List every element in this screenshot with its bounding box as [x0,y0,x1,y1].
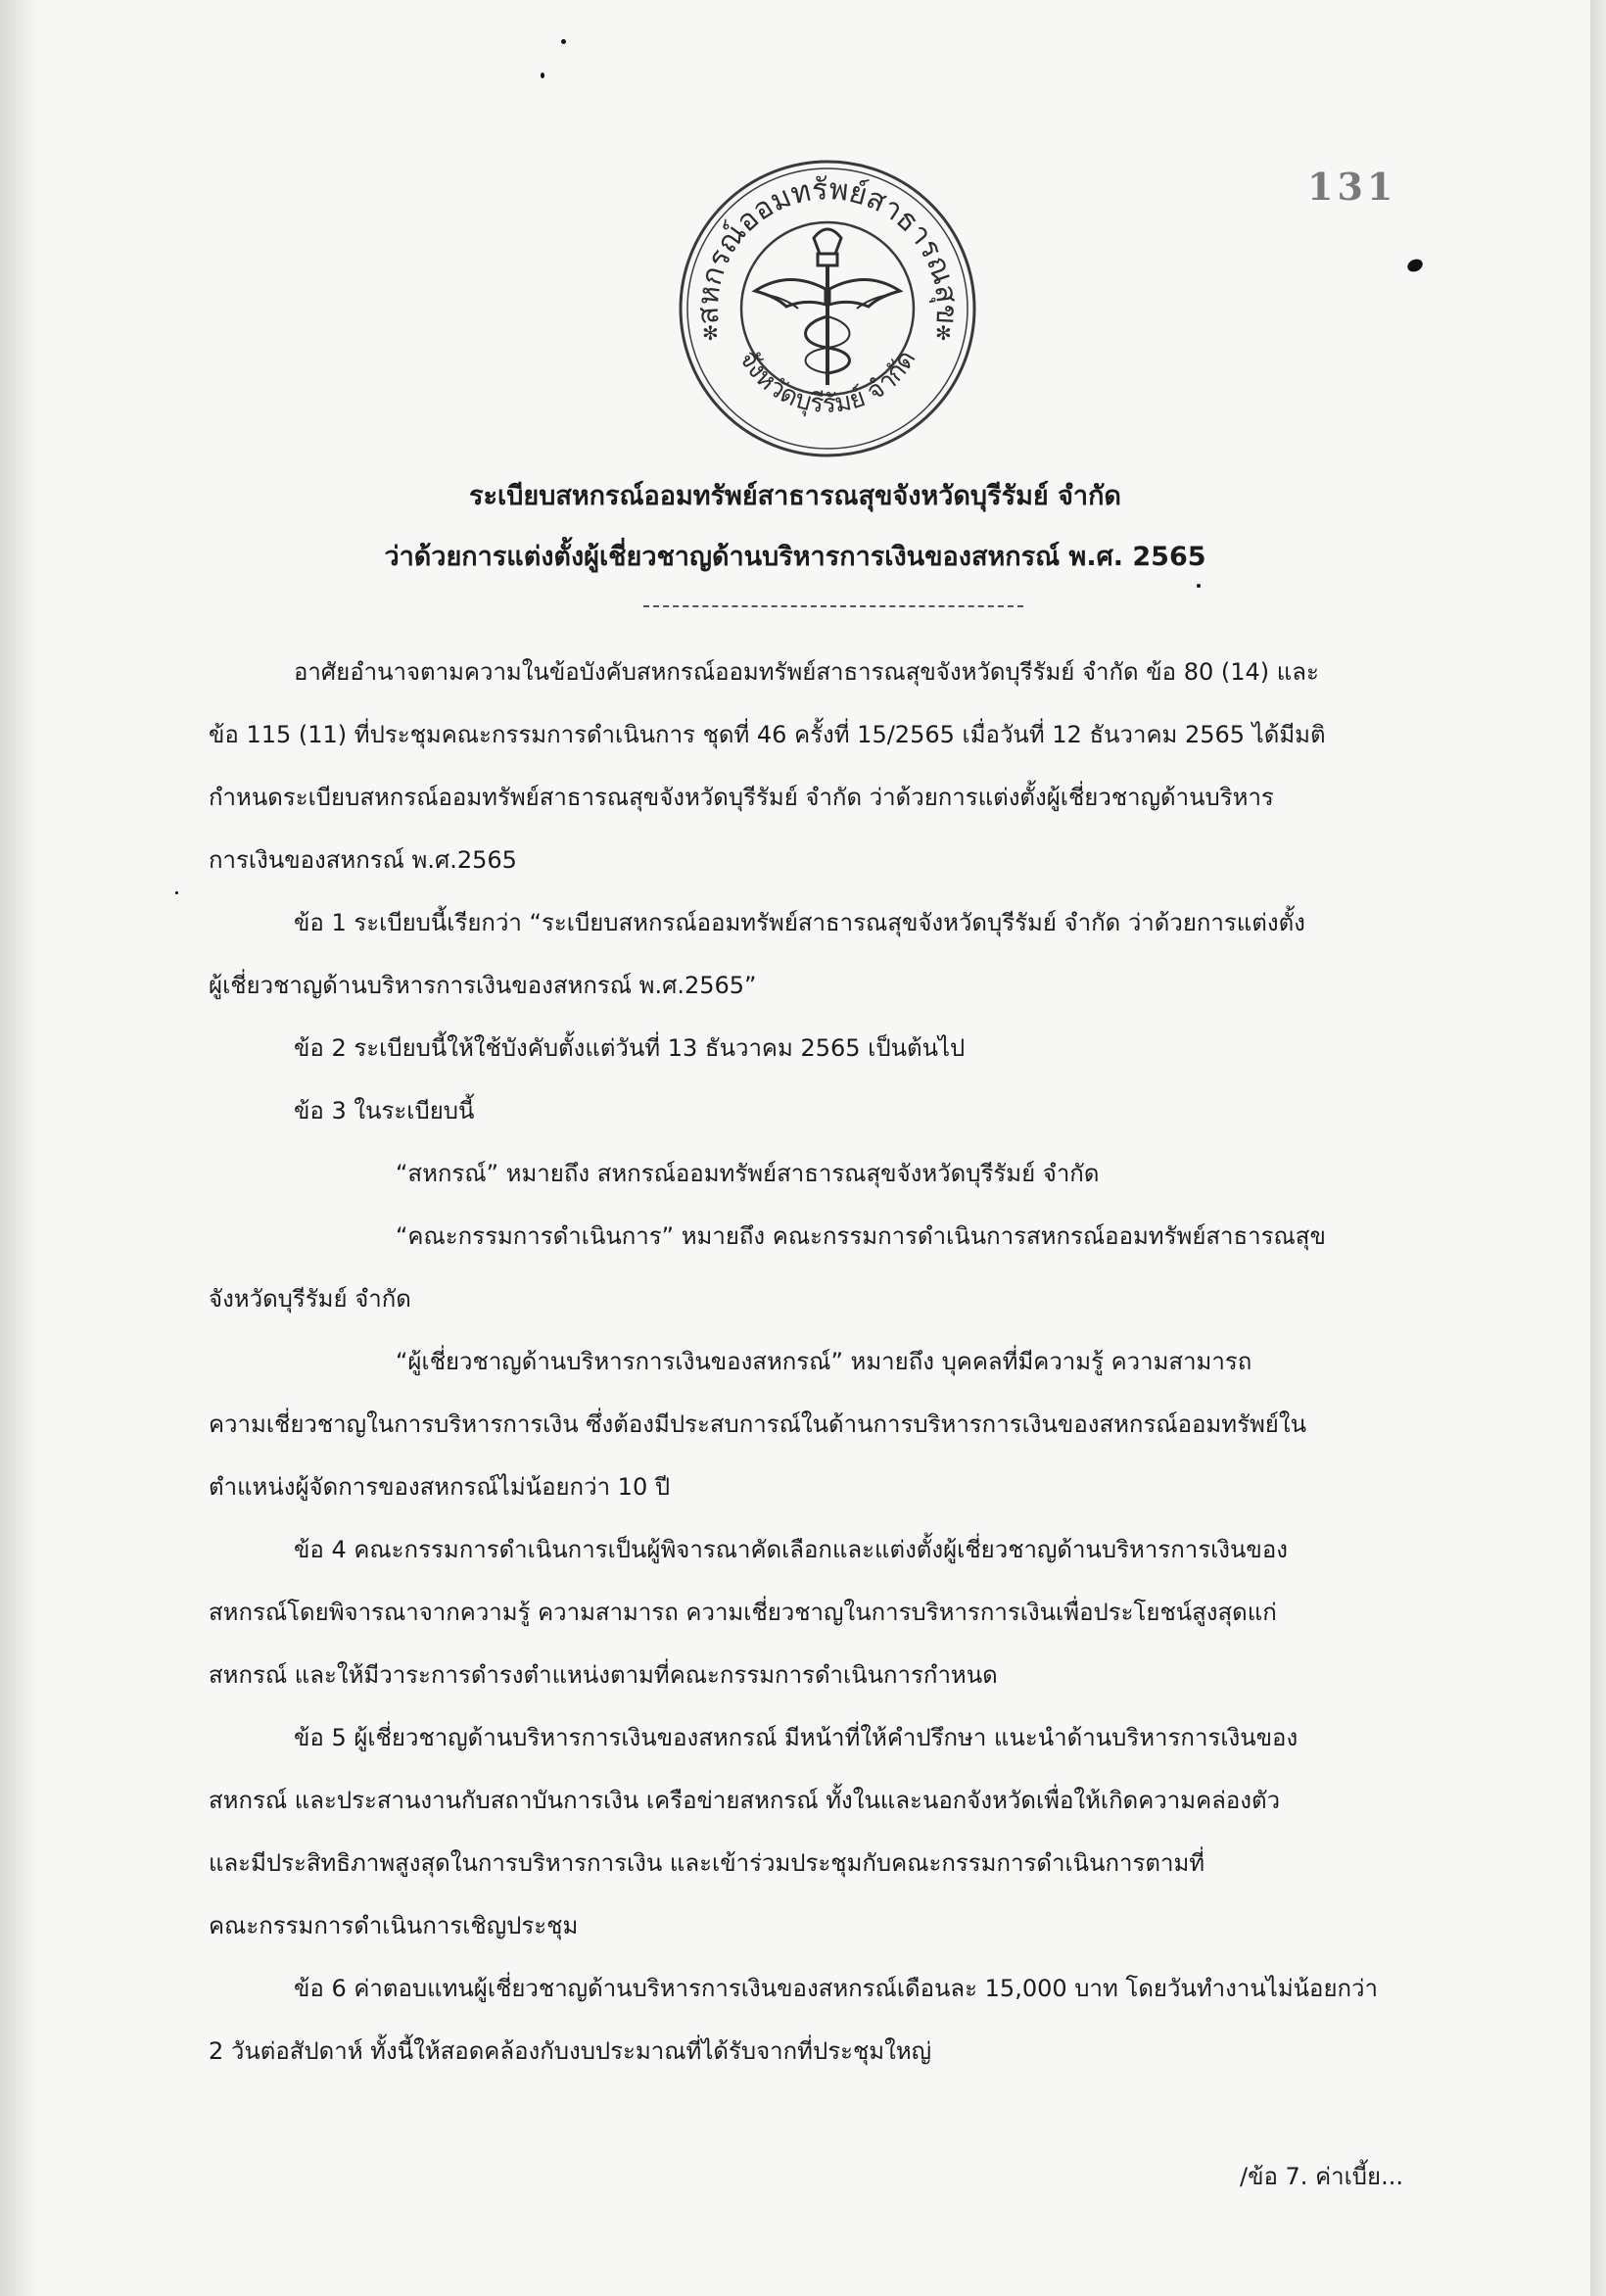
page-number: 131 [1307,165,1397,209]
scan-speck [175,891,178,894]
regulation-subtitle: ว่าด้วยการแต่งตั้งผู้เชี่ยวชาญด้านบริหารการเงินของสหกรณ์ พ.ศ. 2565 [384,542,1206,572]
regulation-title: ระเบียบสหกรณ์ออมทรัพย์สาธารณสุขจังหวัดบุรีรัมย์ จำกัด [469,481,1121,511]
definition-committee-line-2: จังหวัดบุรีรัมย์ จำกัด [209,1285,411,1313]
preamble-line-2: ข้อ 115 (11) ที่ประชุมคณะกรรมการดำเนินการ ชุดที่ 46 ครั้งที่ 15/2565 เมื่อวันที่ 12 ธันวาคม 2565 ได้มีมติ [209,721,1326,748]
continuation-note: /ข้อ 7. ค่าเบี้ย... [1240,2163,1403,2190]
preamble-line-4: การเงินของสหกรณ์ พ.ศ.2565 [209,846,517,874]
definition-committee-line-1: “คณะกรรมการดำเนินการ” หมายถึง คณะกรรมการดำเนินการสหกรณ์ออมทรัพย์สาธารณสุข [396,1222,1326,1250]
clause-3: ข้อ 3 ในระเบียบนี้ [294,1097,475,1124]
clause-6-line-2: 2 วันต่อสัปดาห์ ทั้งนี้ให้สอดคล้องกับงบประมาณที่ได้รับจากที่ประชุมใหญ่ [209,2037,932,2065]
clause-5-line-1: ข้อ 5 ผู้เชี่ยวชาญด้านบริหารการเงินของสหกรณ์ มีหน้าที่ให้คำปรึกษา แนะนำด้านบริหารการเงินของ [294,1724,1299,1751]
clause-6-line-1: ข้อ 6 ค่าตอบแทนผู้เชี่ยวชาญด้านบริหารการเงินของสหกรณ์เดือนละ 15,000 บาท โดยวันทำงานไม่น้อยกว่า [294,1975,1378,2002]
title-divider [643,605,1023,607]
clause-1-line-2: ผู้เชี่ยวชาญด้านบริหารการเงินของสหกรณ์ พ.ศ.2565” [209,972,757,999]
definition-expert-line-2: ความเชี่ยวชาญในการบริหารการเงิน ซึ่งต้องมีประสบการณ์ในด้านการบริหารการเงินของสหกรณ์ออมทรัพย์ใน [209,1411,1306,1438]
scan-speck [561,39,566,44]
clause-4-line-2: สหกรณ์โดยพิจารณาจากความรู้ ความสามารถ ความเชี่ยวชาญในการบริหารการเงินเพื่อประโยชน์สูงสุดแก่ [209,1599,1277,1626]
clause-5-line-3: และมีประสิทธิภาพสูงสุดในการบริหารการเงิน และเข้าร่วมประชุมกับคณะกรรมการดำเนินการตามที่ [209,1849,1205,1877]
clause-2: ข้อ 2 ระเบียบนี้ให้ใช้บังคับตั้งแต่วันที่ 13 ธันวาคม 2565 เป็นต้นไป [294,1034,966,1062]
svg-text:สหกรณ์ออมทรัพย์สาธารณสุข: สหกรณ์ออมทรัพย์สาธารณสุข [690,172,965,326]
scan-speck [1405,257,1425,274]
preamble-line-3: กำหนดระเบียบสหกรณ์ออมทรัพย์สาธารณสุขจังหวัดบุรีรัมย์ จำกัด ว่าด้วยการแต่งตั้งผู้เชี่ยวชาญด้านบริหาร [209,784,1274,811]
clause-5-line-2: สหกรณ์ และประสานงานกับสถาบันการเงิน เครือข่ายสหกรณ์ ทั้งในและนอกจังหวัดเพื่อให้เกิดความคล่องตัว [209,1787,1281,1814]
definition-expert-line-3: ตำแหน่งผู้จัดการของสหกรณ์ไม่น้อยกว่า 10 ปี [209,1473,671,1501]
scan-speck [1197,584,1201,588]
scan-shadow [0,0,39,2296]
clause-4-line-1: ข้อ 4 คณะกรรมการดำเนินการเป็นผู้พิจารณาคัดเลือกและแต่งตั้งผู้เชี่ยวชาญด้านบริหารการเงินของ [294,1536,1288,1563]
preamble-line-1: อาศัยอำนาจตามความในข้อบังคับสหกรณ์ออมทรัพย์สาธารณสุขจังหวัดบุรีรัมย์ จำกัด ข้อ 80 (14) และ [294,658,1319,686]
clause-1-line-1: ข้อ 1 ระเบียบนี้เรียกว่า “ระเบียบสหกรณ์ออมทรัพย์สาธารณสุขจังหวัดบุรีรัมย์ จำกัด ว่าด้วยการแต่งตั้ง [294,909,1305,936]
page-edge [1590,0,1606,2296]
scan-speck [541,72,544,78]
svg-text:จังหวัดบุรีรัมย์ จำกัด: จังหวัดบุรีรัมย์ จำกัด [732,345,922,419]
clause-5-line-4: คณะกรรมการดำเนินการเชิญประชุม [209,1912,579,1939]
svg-text:✻: ✻ [935,321,952,345]
definition-cooperative: “สหกรณ์” หมายถึง สหกรณ์ออมทรัพย์สาธารณสุขจังหวัดบุรีรัมย์ จำกัด [396,1160,1100,1187]
cooperative-seal-icon [671,152,984,465]
definition-expert-line-1: “ผู้เชี่ยวชาญด้านบริหารการเงินของสหกรณ์” หมายถึง บุคคลที่มีความรู้ ความสามารถ [396,1348,1252,1375]
clause-4-line-3: สหกรณ์ และให้มีวาระการดำรงตำแหน่งตามที่คณะกรรมการดำเนินการกำหนด [209,1661,998,1689]
svg-text:✻: ✻ [702,321,719,345]
